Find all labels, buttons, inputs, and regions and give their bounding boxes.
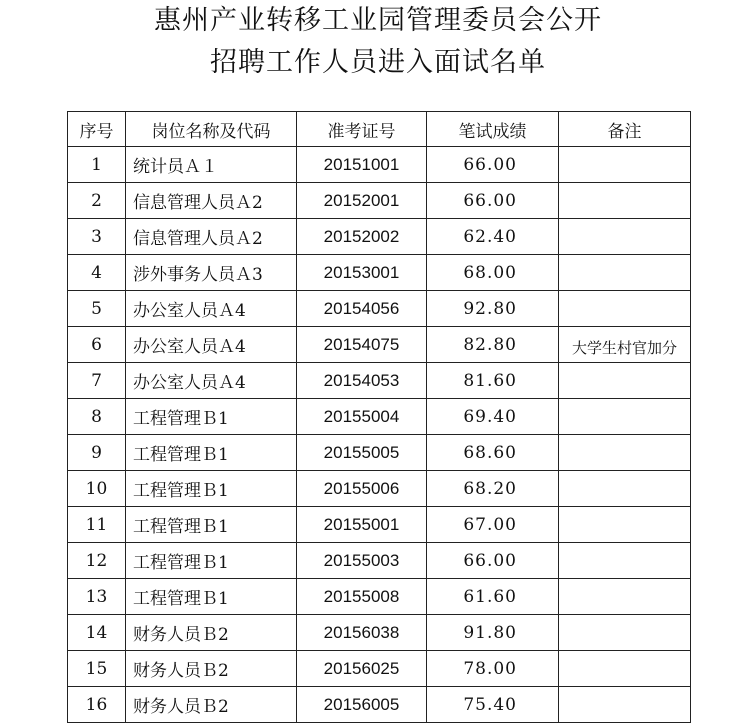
cell-exam-ticket-number: 20155001 — [297, 507, 427, 543]
cell-position-name-code: 工程管理Ｂ1 — [126, 579, 297, 615]
cell-written-score: 75.40 — [427, 687, 559, 723]
cell-serial-number: 15 — [68, 651, 126, 687]
cell-remarks — [559, 435, 691, 471]
cell-remarks — [559, 255, 691, 291]
cell-written-score: 68.00 — [427, 255, 559, 291]
cell-written-score: 66.00 — [427, 543, 559, 579]
table-row — [68, 147, 691, 183]
cell-position-name-code: 涉外事务人员Ａ3 — [126, 255, 297, 291]
cell-exam-ticket-number: 20156025 — [297, 651, 427, 687]
cell-written-score: 68.20 — [427, 471, 559, 507]
table-row — [68, 327, 691, 363]
table-row — [68, 579, 691, 615]
table-row — [68, 651, 691, 687]
cell-serial-number: 6 — [68, 327, 126, 363]
cell-written-score: 66.00 — [427, 147, 559, 183]
table-row — [68, 435, 691, 471]
cell-position-name-code: 财务人员Ｂ2 — [126, 687, 297, 723]
cell-exam-ticket-number: 20152001 — [297, 183, 427, 219]
cell-position-name-code: 财务人员Ｂ2 — [126, 615, 297, 651]
cell-position-name-code: 办公室人员Ａ4 — [126, 291, 297, 327]
cell-written-score: 67.00 — [427, 507, 559, 543]
cell-position-name-code: 工程管理Ｂ1 — [126, 543, 297, 579]
cell-serial-number: 4 — [68, 255, 126, 291]
table-row — [68, 471, 691, 507]
cell-exam-ticket-number: 20154075 — [297, 327, 427, 363]
header-position-name-code: 岗位名称及代码 — [126, 112, 297, 147]
cell-serial-number: 11 — [68, 507, 126, 543]
cell-remarks — [559, 687, 691, 723]
cell-exam-ticket-number: 20155005 — [297, 435, 427, 471]
cell-position-name-code: 财务人员Ｂ2 — [126, 651, 297, 687]
header-serial-number: 序号 — [68, 112, 126, 147]
cell-remarks — [559, 219, 691, 255]
table-row — [68, 363, 691, 399]
cell-serial-number: 7 — [68, 363, 126, 399]
cell-position-name-code: 工程管理Ｂ1 — [126, 399, 297, 435]
cell-position-name-code: 统计员Ａ１ — [126, 147, 297, 183]
cell-position-name-code: 工程管理Ｂ1 — [126, 507, 297, 543]
table-row — [68, 507, 691, 543]
cell-remarks — [559, 291, 691, 327]
cell-serial-number: 14 — [68, 615, 126, 651]
cell-serial-number: 3 — [68, 219, 126, 255]
cell-exam-ticket-number: 20155003 — [297, 543, 427, 579]
cell-serial-number: 10 — [68, 471, 126, 507]
cell-written-score: 91.80 — [427, 615, 559, 651]
cell-exam-ticket-number: 20156038 — [297, 615, 427, 651]
cell-written-score: 68.60 — [427, 435, 559, 471]
table-header-row — [68, 112, 691, 147]
cell-written-score: 81.60 — [427, 363, 559, 399]
table-row — [68, 399, 691, 435]
cell-remarks — [559, 543, 691, 579]
cell-position-name-code: 信息管理人员Ａ2 — [126, 219, 297, 255]
cell-position-name-code: 信息管理人员Ａ2 — [126, 183, 297, 219]
cell-exam-ticket-number: 20155004 — [297, 399, 427, 435]
cell-exam-ticket-number: 20154053 — [297, 363, 427, 399]
header-remarks: 备注 — [559, 112, 691, 147]
cell-exam-ticket-number: 20154056 — [297, 291, 427, 327]
cell-serial-number: 5 — [68, 291, 126, 327]
cell-serial-number: 12 — [68, 543, 126, 579]
header-written-score: 笔试成绩 — [427, 112, 559, 147]
cell-remarks — [559, 399, 691, 435]
cell-position-name-code: 工程管理Ｂ1 — [126, 471, 297, 507]
cell-written-score: 92.80 — [427, 291, 559, 327]
cell-remarks — [559, 615, 691, 651]
cell-remarks — [559, 147, 691, 183]
cell-serial-number: 9 — [68, 435, 126, 471]
document-title-line-1: 惠州产业转移工业园管理委员会公开 — [154, 5, 602, 36]
cell-serial-number: 13 — [68, 579, 126, 615]
cell-serial-number: 8 — [68, 399, 126, 435]
table-row — [68, 543, 691, 579]
header-exam-ticket-number: 准考证号 — [297, 112, 427, 147]
interview-roster-table — [67, 111, 691, 723]
cell-position-name-code: 工程管理Ｂ1 — [126, 435, 297, 471]
cell-exam-ticket-number: 20155008 — [297, 579, 427, 615]
cell-written-score: 82.80 — [427, 327, 559, 363]
cell-remarks — [559, 471, 691, 507]
cell-serial-number: 16 — [68, 687, 126, 723]
cell-exam-ticket-number: 20153001 — [297, 255, 427, 291]
cell-exam-ticket-number: 20156005 — [297, 687, 427, 723]
cell-remarks — [559, 363, 691, 399]
cell-exam-ticket-number: 20151001 — [297, 147, 427, 183]
cell-written-score: 61.60 — [427, 579, 559, 615]
cell-remarks — [559, 651, 691, 687]
cell-exam-ticket-number: 20152002 — [297, 219, 427, 255]
cell-serial-number: 2 — [68, 183, 126, 219]
document-title-line-2: 招聘工作人员进入面试名单 — [210, 47, 546, 78]
table-row — [68, 615, 691, 651]
cell-remarks — [559, 579, 691, 615]
cell-exam-ticket-number: 20155006 — [297, 471, 427, 507]
table-row — [68, 291, 691, 327]
cell-written-score: 66.00 — [427, 183, 559, 219]
cell-remarks: 大学生村官加分 — [559, 327, 691, 363]
table-row — [68, 255, 691, 291]
table-row — [68, 183, 691, 219]
cell-remarks — [559, 183, 691, 219]
cell-position-name-code: 办公室人员Ａ4 — [126, 327, 297, 363]
cell-written-score: 62.40 — [427, 219, 559, 255]
table-row — [68, 219, 691, 255]
cell-written-score: 78.00 — [427, 651, 559, 687]
table-row — [68, 687, 691, 723]
cell-serial-number: 1 — [68, 147, 126, 183]
cell-written-score: 69.40 — [427, 399, 559, 435]
cell-position-name-code: 办公室人员Ａ4 — [126, 363, 297, 399]
cell-remarks — [559, 507, 691, 543]
